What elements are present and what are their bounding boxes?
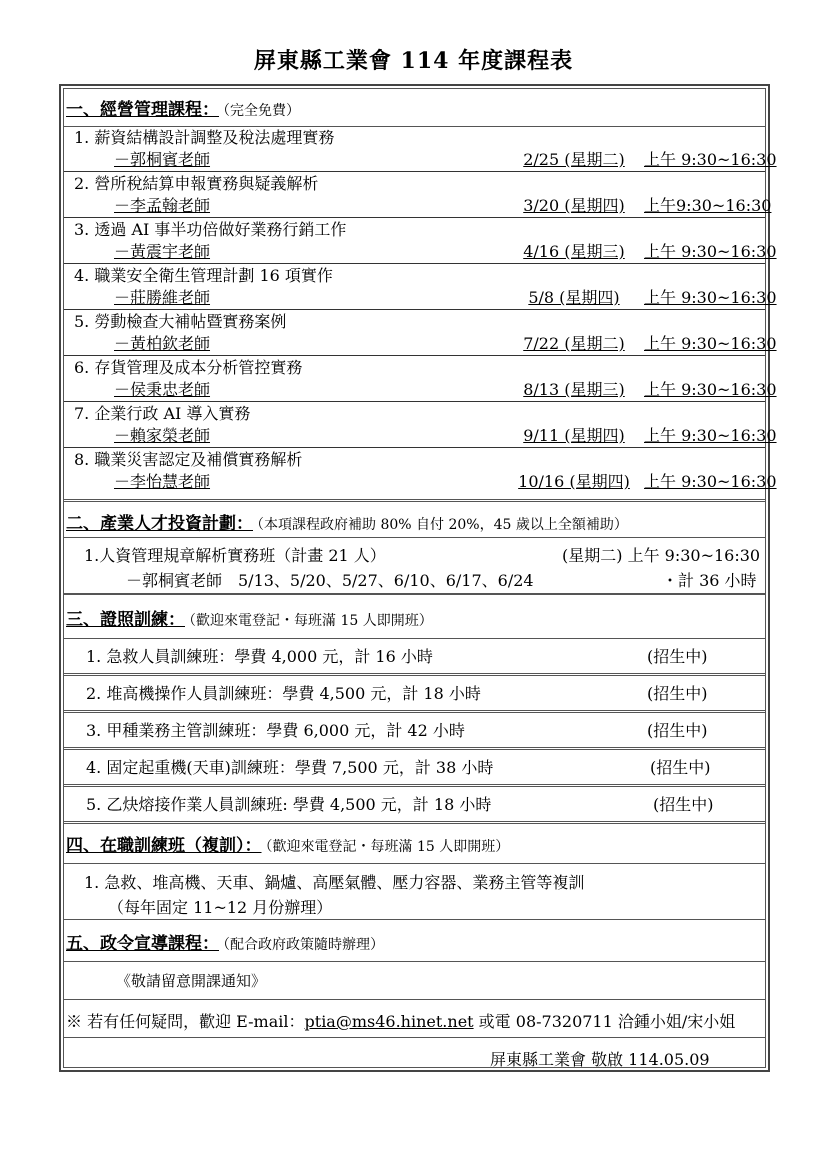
section-1-header	[64, 99, 300, 122]
course-date: 7/22 (星期二)	[523, 334, 625, 353]
course-title: 5. 勞動檢查大補帖暨實務案例	[74, 312, 287, 331]
course-title: 2. 營所稅結算申報實務與疑義解析	[74, 174, 319, 193]
certificate-row	[64, 750, 765, 787]
section-4-course-text: 1. 急救、堆高機、天車、鍋爐、高壓氣體、壓力容器、業務主管等複訓	[84, 873, 585, 892]
certificate-status: (招生中)	[647, 684, 708, 703]
certificate-status: (招生中)	[647, 647, 708, 666]
section-5-notice: 《敬請留意開課通知》	[116, 972, 267, 990]
section-3-header	[64, 609, 433, 632]
section-2-header-row	[64, 499, 765, 538]
section-4-note: （歡迎來電登記・每班滿 15 人即開班）	[265, 839, 510, 855]
course-date: 2/25 (星期二)	[523, 150, 625, 169]
page-title: 屏東縣工業會 114 年度課程表	[253, 48, 574, 74]
course-time: 上午 9:30~16:30	[644, 472, 777, 491]
course-time: 上午 9:30~16:30	[644, 426, 777, 445]
section-1-header-row	[64, 89, 765, 127]
course-divider	[64, 309, 765, 310]
certificate-status: (招生中)	[653, 795, 714, 814]
course-time: 上午 9:30~16:30	[644, 334, 777, 353]
certificate-status: (招生中)	[647, 721, 708, 740]
certificate-course-text: 4. 固定起重機(天車)訓練班：學費 7,500 元，計 38 小時	[86, 758, 494, 777]
certificate-status: (招生中)	[650, 758, 711, 777]
section-5-header	[64, 933, 384, 956]
course-teacher: －李孟翰老師	[114, 196, 211, 215]
contact-suffix: 或電 08-7320711 洽鍾小姐/宋小姐	[473, 1012, 736, 1031]
certificate-row	[64, 676, 765, 713]
section-3-note: （歡迎來電登記・每班滿 15 人即開班）	[189, 613, 433, 629]
section-2-header	[64, 513, 628, 536]
course-title: 8. 職業災害認定及補償實務解析	[74, 450, 303, 469]
course-date: 3/20 (星期四)	[523, 196, 625, 215]
section-4-header-row	[64, 824, 765, 864]
section-4-course-row	[64, 864, 765, 920]
section-2-course-title: 1.人資管理規章解析實務班（計畫 21 人）	[84, 546, 386, 565]
certificate-row	[64, 713, 765, 750]
course-title: 1. 薪資結構設計調整及稅法處理實務	[74, 128, 335, 147]
course-divider	[64, 217, 765, 218]
certificate-course-text: 2. 堆高機操作人員訓練班：學費 4,500 元，計 18 小時	[86, 684, 481, 703]
course-date: 8/13 (星期三)	[523, 380, 625, 399]
section-5-title: 五、政令宣導課程：	[66, 934, 219, 954]
certificate-row	[64, 787, 765, 824]
section-2-course-time: (星期二) 上午 9:30~16:30	[562, 546, 761, 565]
section-2-course-hours: ・計 36 小時	[662, 571, 757, 590]
course-teacher: －莊勝維老師	[114, 288, 211, 307]
course-row	[64, 219, 777, 265]
course-title: 4. 職業安全衛生管理計劃 16 項實作	[74, 266, 333, 285]
course-row	[64, 357, 777, 403]
section-2-title: 二、產業人才投資計劃：	[66, 514, 253, 534]
course-date: 9/11 (星期四)	[523, 426, 625, 445]
course-teacher: －侯秉忠老師	[114, 380, 211, 399]
course-date: 10/16 (星期四)	[518, 472, 630, 491]
section-4-course-schedule: （每年固定 11~12 月份辦理）	[108, 898, 333, 917]
section-5-note: （配合政府政策隨時辦理）	[223, 937, 384, 953]
course-teacher: －郭桐賓老師	[114, 150, 211, 169]
course-row	[64, 127, 777, 173]
course-divider	[64, 263, 765, 264]
contact-prefix: ※ 若有任何疑問，歡迎 E-mail：	[66, 1012, 305, 1031]
course-title: 3. 透過 AI 事半功倍做好業務行銷工作	[74, 220, 347, 239]
course-teacher: －黃震宇老師	[114, 242, 211, 261]
course-date: 5/8 (星期四)	[528, 288, 620, 307]
course-row	[64, 311, 777, 357]
section-3-header-row	[64, 594, 765, 639]
contact-row	[64, 1000, 765, 1038]
section-2-course-row	[64, 538, 765, 594]
section-1-note: （完全免費）	[223, 103, 300, 119]
certificate-course-text: 3. 甲種業務主管訓練班：學費 6,000 元，計 42 小時	[86, 721, 465, 740]
section-2-course-dates: －郭桐賓老師 5/13、5/20、5/27、6/10、6/17、6/24	[126, 571, 534, 590]
course-row	[64, 403, 777, 449]
section-3-title: 三、證照訓練：	[66, 610, 185, 630]
section-5-header-row	[64, 920, 765, 962]
course-title: 6. 存貨管理及成本分析管控實務	[74, 358, 303, 377]
course-row	[64, 449, 777, 495]
certificate-course-text: 1. 急救人員訓練班：學費 4,000 元，計 16 小時	[86, 647, 433, 666]
section-2-note: （本項課程政府補助 80% 自付 20%，45 歲以上全額補助）	[257, 517, 628, 533]
schedule-table	[59, 84, 777, 1072]
course-teacher: －黃柏欽老師	[114, 334, 211, 353]
signature: 屏東縣工業會 敬啟 114.05.09	[490, 1050, 710, 1069]
section-4-header	[64, 835, 509, 858]
course-time: 上午9:30~16:30	[644, 196, 772, 215]
certificate-row	[64, 639, 765, 676]
contact-email-link[interactable]: ptia@ms46.hinet.net	[304, 1012, 474, 1031]
certificate-course-text: 5. 乙炔熔接作業人員訓練班: 學費 4,500 元，計 18 小時	[86, 795, 492, 814]
course-divider	[64, 447, 765, 448]
section-4-title: 四、在職訓練班（複訓）：	[66, 836, 262, 856]
course-time: 上午 9:30~16:30	[644, 288, 777, 307]
course-row	[64, 265, 777, 311]
contact-text	[66, 1009, 735, 1032]
course-teacher: －李怡慧老師	[114, 472, 211, 491]
course-date: 4/16 (星期三)	[523, 242, 625, 261]
course-row	[64, 173, 772, 219]
course-divider	[64, 171, 765, 172]
section-1-title: 一、經營管理課程：	[66, 100, 219, 120]
course-time: 上午 9:30~16:30	[644, 380, 777, 399]
course-teacher: －賴家榮老師	[114, 426, 211, 445]
schedule-inner-border	[63, 88, 777, 1069]
course-time: 上午 9:30~16:30	[644, 150, 777, 169]
course-time: 上午 9:30~16:30	[644, 242, 777, 261]
course-divider	[64, 401, 765, 402]
course-title: 7. 企業行政 AI 導入實務	[74, 404, 251, 423]
section-5-notice-row	[64, 962, 765, 1000]
course-divider	[64, 355, 765, 356]
